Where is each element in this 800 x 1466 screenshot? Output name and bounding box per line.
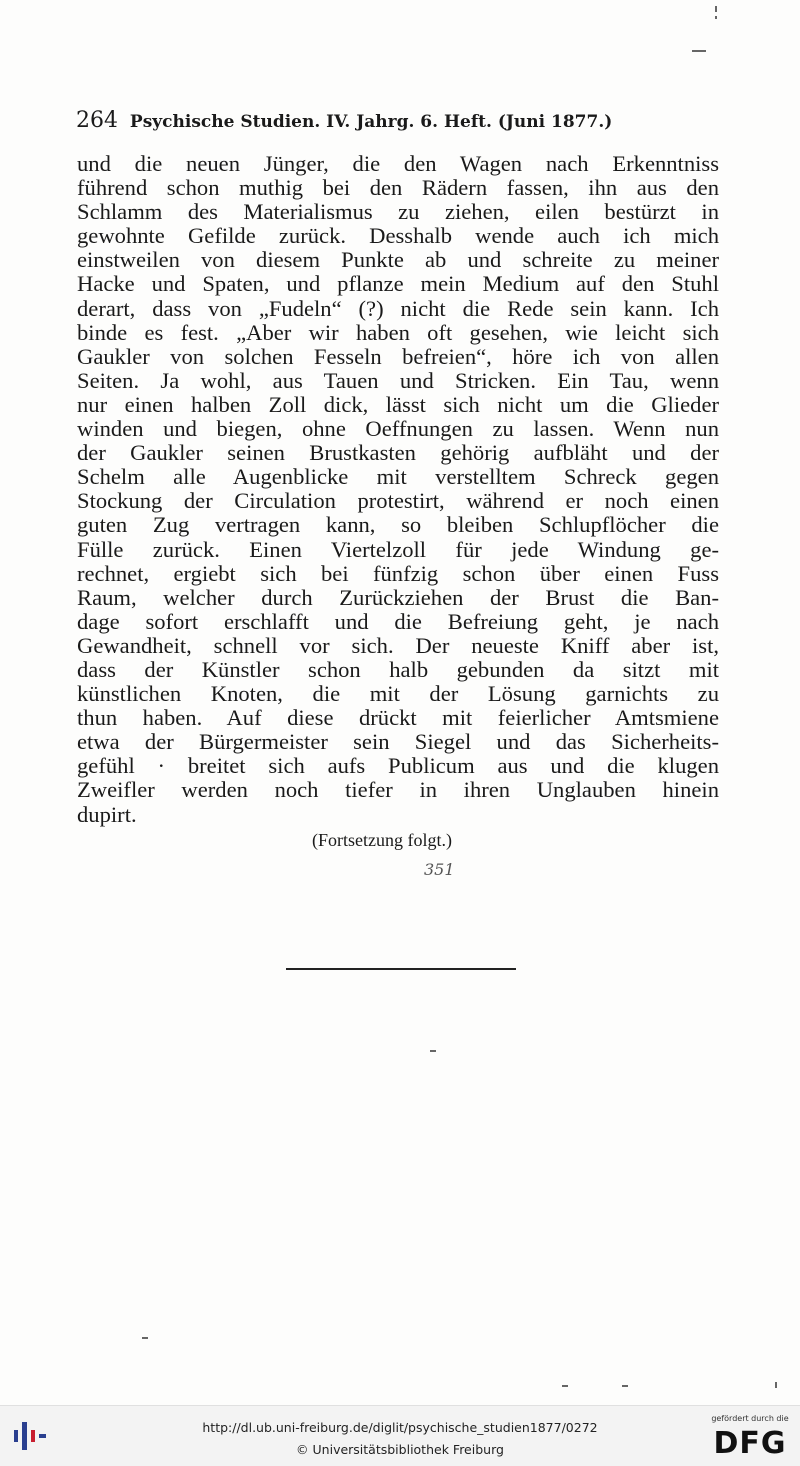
scan-speck xyxy=(430,1050,436,1052)
scan-speck xyxy=(692,50,706,52)
running-title: Psychische Studien. IV. Jahrg. 6. Heft. (Juni 1877.) xyxy=(129,112,613,132)
text-line: Fülle zurück. Einen Viertelzoll für jede Windung ge- xyxy=(77,536,719,562)
text-line: Hacke und Spaten, und pflanze mein Medium auf den Stuhl xyxy=(77,271,719,297)
text-line: einstweilen von diesem Punkte ab und schreite zu meiner xyxy=(77,247,719,273)
scan-speck xyxy=(562,1385,568,1387)
text-line: künstlichen Knoten, die mit der Lösung garnichts zu xyxy=(77,681,719,707)
running-header xyxy=(76,108,636,133)
pencil-annotation: 351 xyxy=(424,860,455,879)
end-rule xyxy=(286,968,516,970)
page-number: 264 xyxy=(76,108,118,133)
text-line: nur einen halben Zoll dick, lässt sich nicht um die Glieder xyxy=(77,391,719,417)
funder-caption: gefördert durch die xyxy=(711,1414,789,1423)
copyright-text: © Universitätsbibliothek Freiburg xyxy=(296,1442,504,1457)
text-line: Gewandheit, schnell vor sich. Der neueste Kniff aber ist, xyxy=(77,632,719,658)
text-line: thun haben. Auf diese drückt mit feierlicher Amtsmiene xyxy=(77,705,719,731)
body-text xyxy=(77,152,719,827)
scan-speck xyxy=(715,16,717,19)
text-line: Raum, welcher durch Zurückziehen der Brust die Ban- xyxy=(77,584,719,610)
source-url[interactable]: http://dl.ub.uni-freiburg.de/diglit/psychische_studien1877/0272 xyxy=(202,1420,598,1435)
text-line: rechnet, ergiebt sich bei fünfzig schon über einen Fuss xyxy=(77,560,719,586)
text-line: Gaukler von solchen Fesseln befreien“, höre ich von allen xyxy=(77,343,719,369)
viewer-footer xyxy=(0,1405,800,1466)
text-line: guten Zug vertragen kann, so bleiben Schlupflöcher die xyxy=(77,512,719,538)
text-line: winden und biegen, ohne Oeffnungen zu lassen. Wenn nun xyxy=(77,416,719,442)
text-line: gefühl · breitet sich aufs Publicum aus und die klugen xyxy=(77,753,719,779)
text-line: Schlamm des Materialismus zu ziehen, eilen bestürzt in xyxy=(77,199,719,225)
text-line: Seiten. Ja wohl, aus Tauen und Stricken. Ein Tau, wenn xyxy=(77,367,719,393)
scan-speck xyxy=(142,1337,148,1339)
text-line: dupirt. xyxy=(77,801,137,827)
text-line: Schelm alle Augenblicke mit verstelltem Schreck gegen xyxy=(77,464,719,490)
text-line: führend schon muthig bei den Rädern fassen, ihn aus den xyxy=(77,175,719,201)
continuation-note: (Fortsetzung folgt.) xyxy=(312,830,452,850)
text-line: der Gaukler seinen Brustkasten gehörig aufbläht und der xyxy=(77,440,719,466)
text-line: derart, dass von „Fudeln“ (?) nicht die Rede sein kann. Ich xyxy=(77,295,719,321)
text-line: Stockung der Circulation protestirt, während er noch einen xyxy=(77,488,719,514)
dfg-logo xyxy=(706,1414,794,1462)
scan-speck xyxy=(622,1385,628,1387)
text-line: Zweifler werden noch tiefer in ihren Unglauben hinein xyxy=(77,777,719,803)
text-line: etwa der Bürgermeister sein Siegel und das Sicherheits- xyxy=(77,729,719,755)
text-line: dage sofort erschlafft und die Befreiung geht, je nach xyxy=(77,608,719,634)
text-line: binde es fest. „Aber wir haben oft gesehen, wie leicht sich xyxy=(77,319,719,345)
scan-speck xyxy=(715,6,717,12)
text-line: dass der Künstler schon halb gebunden da sitzt mit xyxy=(77,656,719,682)
funder-logo-text: DFG xyxy=(713,1426,787,1461)
text-line: gewohnte Gefilde zurück. Desshalb wende auch ich mich xyxy=(77,223,719,249)
scan-speck xyxy=(775,1382,777,1388)
text-line: und die neuen Jünger, die den Wagen nach Erkenntniss xyxy=(77,151,719,176)
